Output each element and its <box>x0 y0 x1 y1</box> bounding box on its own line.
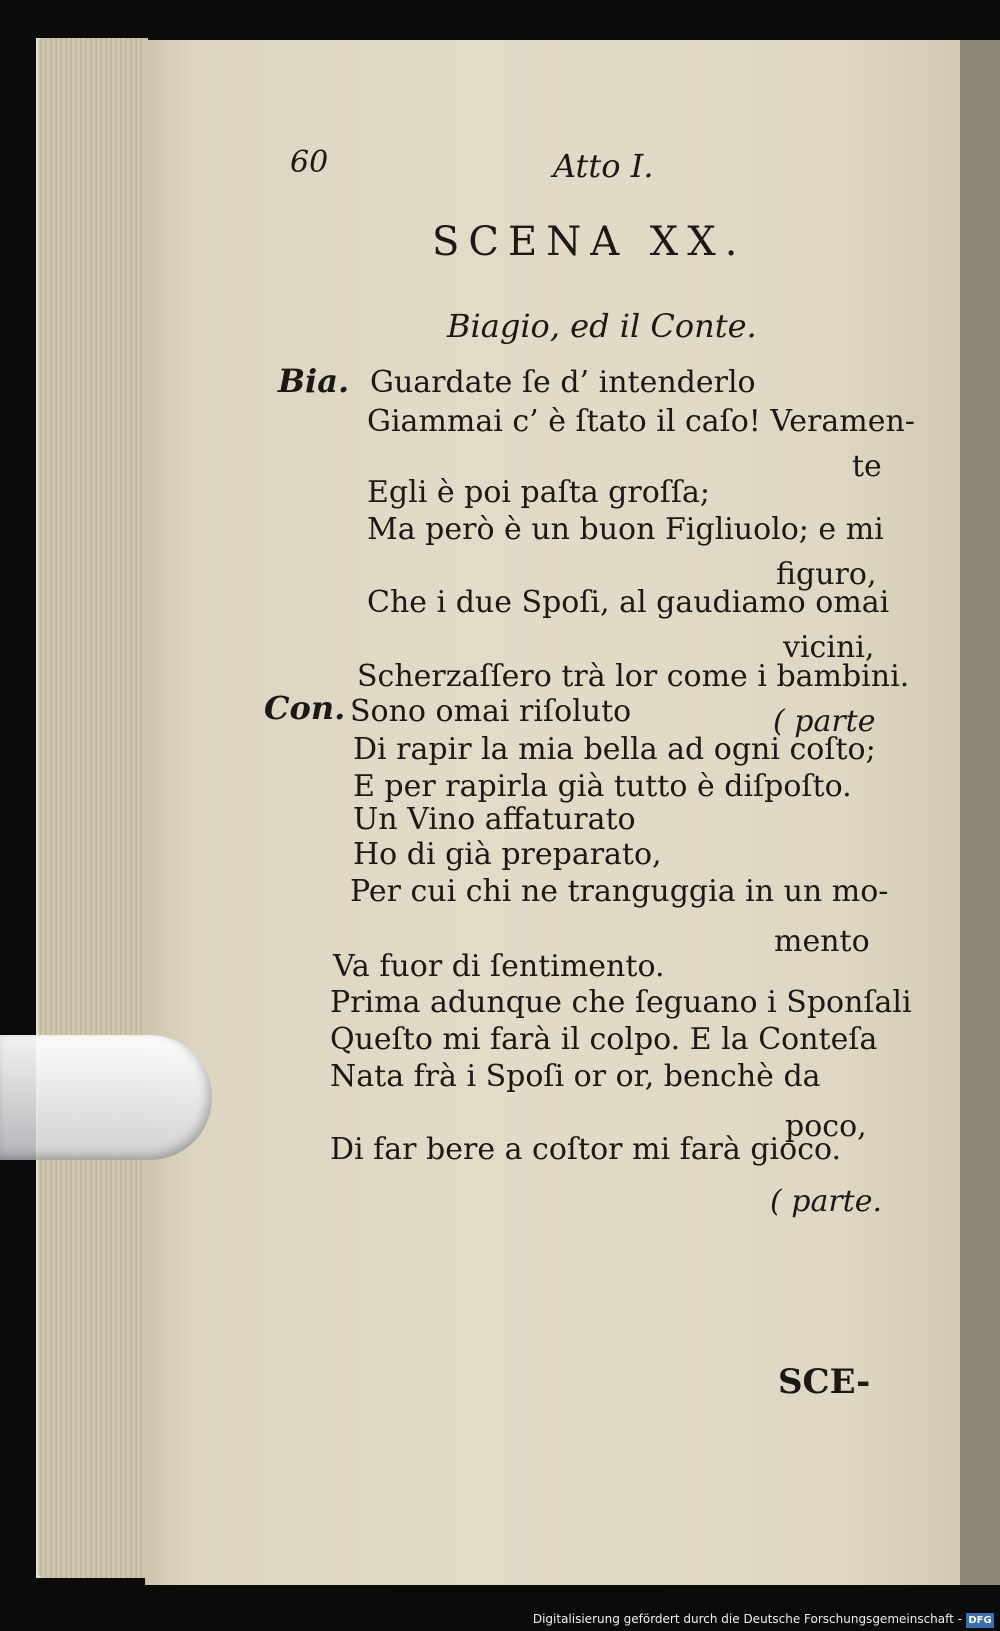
verse-line: Nata frà i Spoſi or or, benchè da <box>330 1059 821 1094</box>
catchword: SCE- <box>778 1362 871 1402</box>
verse-line: Che i due Spoſi, al gaudiamo omai <box>367 585 890 620</box>
verse-line: Per cui chi ne tranguggia in un mo- <box>350 874 889 909</box>
speaker-conte: Con. <box>264 689 346 727</box>
verse-line: E per rapirla già tutto è diſpoſto. <box>353 769 852 804</box>
verse-line: Ma però è un buon Figliuolo; e mi <box>367 512 884 547</box>
scene-characters: Biagio, ed il Conte. <box>447 307 757 345</box>
verse-line: Egli è poi paſta groſſa; <box>367 475 710 510</box>
speaker-biagio: Bia. <box>278 362 350 400</box>
verse-line: te <box>852 449 882 484</box>
opposite-page-edge <box>960 40 1000 1585</box>
verse-line: Di rapir la mia bella ad ogni coſto; <box>353 732 876 767</box>
verse-line: Va fuor di ſentimento. <box>333 949 665 984</box>
verse-line: Un Vino affaturato <box>353 802 636 837</box>
credit-text: Digitalisierung gefördert durch die Deutsche Forschungsgemeinschaft - <box>532 1612 962 1626</box>
verse-line: Sono omai riſoluto <box>350 694 632 729</box>
glass-page-clip <box>0 1035 212 1160</box>
running-head: Atto I. <box>553 147 654 185</box>
verse-line: Ho di già preparato, <box>353 837 662 872</box>
verse-line: mento <box>774 924 870 959</box>
verse-line: Scherzaſſero trà lor come i bambini. <box>357 659 910 694</box>
book-page-edges <box>38 38 148 1578</box>
verse-line: Giammai c’ è ſtato il caſo! Veramen- <box>367 404 915 439</box>
page-number: 60 <box>290 145 329 180</box>
verse-line: poco, <box>785 1109 867 1144</box>
verse-line: figuro, <box>776 557 877 592</box>
scene-title: SCENA XX. <box>432 219 747 265</box>
verse-line: vicini, <box>783 630 875 665</box>
verse-line: Prima adunque che ſeguano i Sponſali <box>330 985 912 1020</box>
digitization-credit <box>0 1612 1000 1631</box>
stage-direction: ( parte. <box>770 1184 883 1219</box>
verse-line: Di far bere a coſtor mi farà gioco. <box>330 1132 842 1167</box>
dfg-logo: DFG <box>966 1613 994 1628</box>
verse-line: Queſto mi farà il colpo. E la Conteſa <box>330 1022 878 1057</box>
stage-direction: ( parte <box>773 704 876 739</box>
verse-line: Guardate ſe d’ intenderlo <box>370 365 756 400</box>
